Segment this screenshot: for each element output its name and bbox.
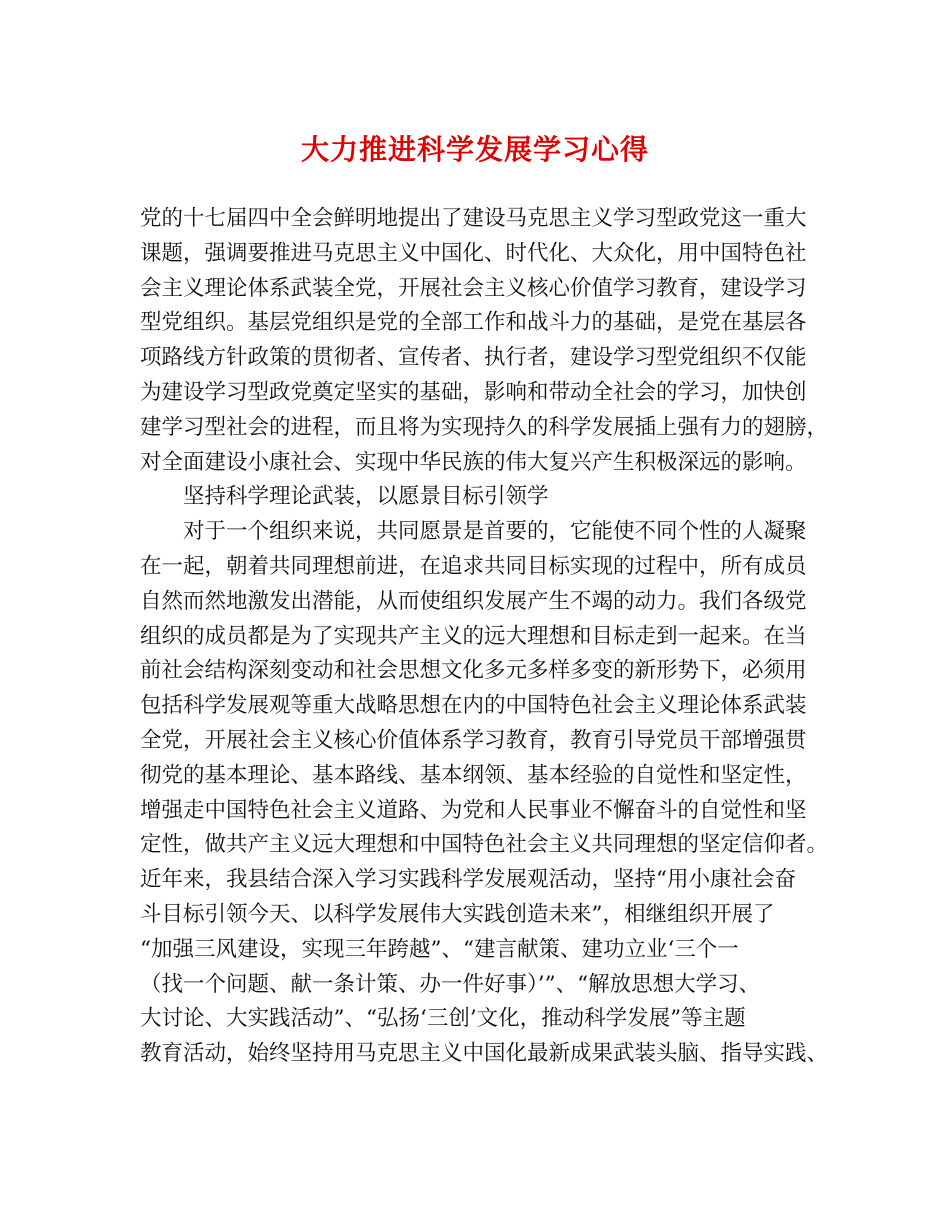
body-line: 课题，强调要推进马克思主义中国化、时代化、大众化，用中国特色社 (140, 240, 807, 266)
body-line: 彻党的基本理论、基本路线、基本纲领、基本经验的自觉性和坚定性， (140, 762, 807, 788)
document-body (140, 202, 830, 1072)
body-line: 对于一个组织来说，共同愿景是首要的，它能使不同个性的人凝聚 (183, 519, 807, 545)
body-line: （找一个问题、献一条计策、办一件好事）’”、“解放思想大学习、 (140, 971, 761, 997)
document-title: 大力推进科学发展学习心得 (300, 133, 649, 166)
body-line: 教育活动，始终坚持用马克思主义中国化最新成果武装头脑、指导实践、 (140, 1041, 829, 1067)
body-line: 在一起，朝着共同理想前进，在追求共同目标实现的过程中，所有成员 (140, 553, 807, 579)
body-line: 近年来，我县结合深入学习实践科学发展观活动，坚持“用小康社会奋 (140, 867, 796, 893)
body-line: 会主义理论体系武装全党，开展社会主义核心价值学习教育，建设学习 (140, 275, 807, 301)
body-line: 为建设学习型政党奠定坚实的基础，影响和带动全社会的学习，加快创 (140, 379, 807, 405)
body-line: 对全面建设小康社会、实现中华民族的伟大复兴产生积极深远的影响。 (140, 449, 807, 475)
body-line: 建学习型社会的进程，而且将为实现持久的科学发展插上强有力的翅膀， (140, 414, 829, 440)
body-line: 组织的成员都是为了实现共产主义的远大理想和目标走到一起来。在当 (140, 623, 807, 649)
body-line: 自然而然地激发出潜能，从而使组织发展产生不竭的动力。我们各级党 (140, 588, 807, 614)
body-line: 包括科学发展观等重大战略思想在内的中国特色社会主义理论体系武装 (140, 693, 807, 719)
body-line: 党的十七届四中全会鲜明地提出了建设马克思主义学习型政党这一重大 (140, 206, 807, 231)
body-line: 前社会结构深刻变动和社会思想文化多元多样多变的新形势下，必须用 (140, 658, 807, 684)
body-line: 全党，开展社会主义核心价值体系学习教育，教育引导党员干部增强贯 (140, 727, 807, 753)
body-line: 增强走中国特色社会主义道路、为党和人民事业不懈奋斗的自觉性和坚 (140, 797, 807, 823)
body-line: 大讨论、大实践活动”、“弘扬‘三创’文化，推动科学发展”等主题 (140, 1006, 746, 1032)
body-line: 定性，做共产主义远大理想和中国特色社会主义共同理想的坚定信仰者。 (140, 832, 829, 858)
body-line: “加强三风建设，实现三年跨越”、“建言献策、建功立业‘三个一 (140, 936, 739, 962)
body-line: 斗目标引领今天、以科学发展伟大实践创造未来”，相继组织开展了 (140, 901, 775, 927)
body-line: 型党组织。基层党组织是党的全部工作和战斗力的基础，是党在基层各 (140, 310, 807, 336)
body-line: 项路线方针政策的贯彻者、宣传者、执行者，建设学习型党组织不仅能 (140, 345, 807, 371)
section-heading: 坚持科学理论武装，以愿景目标引领学 (183, 484, 549, 510)
